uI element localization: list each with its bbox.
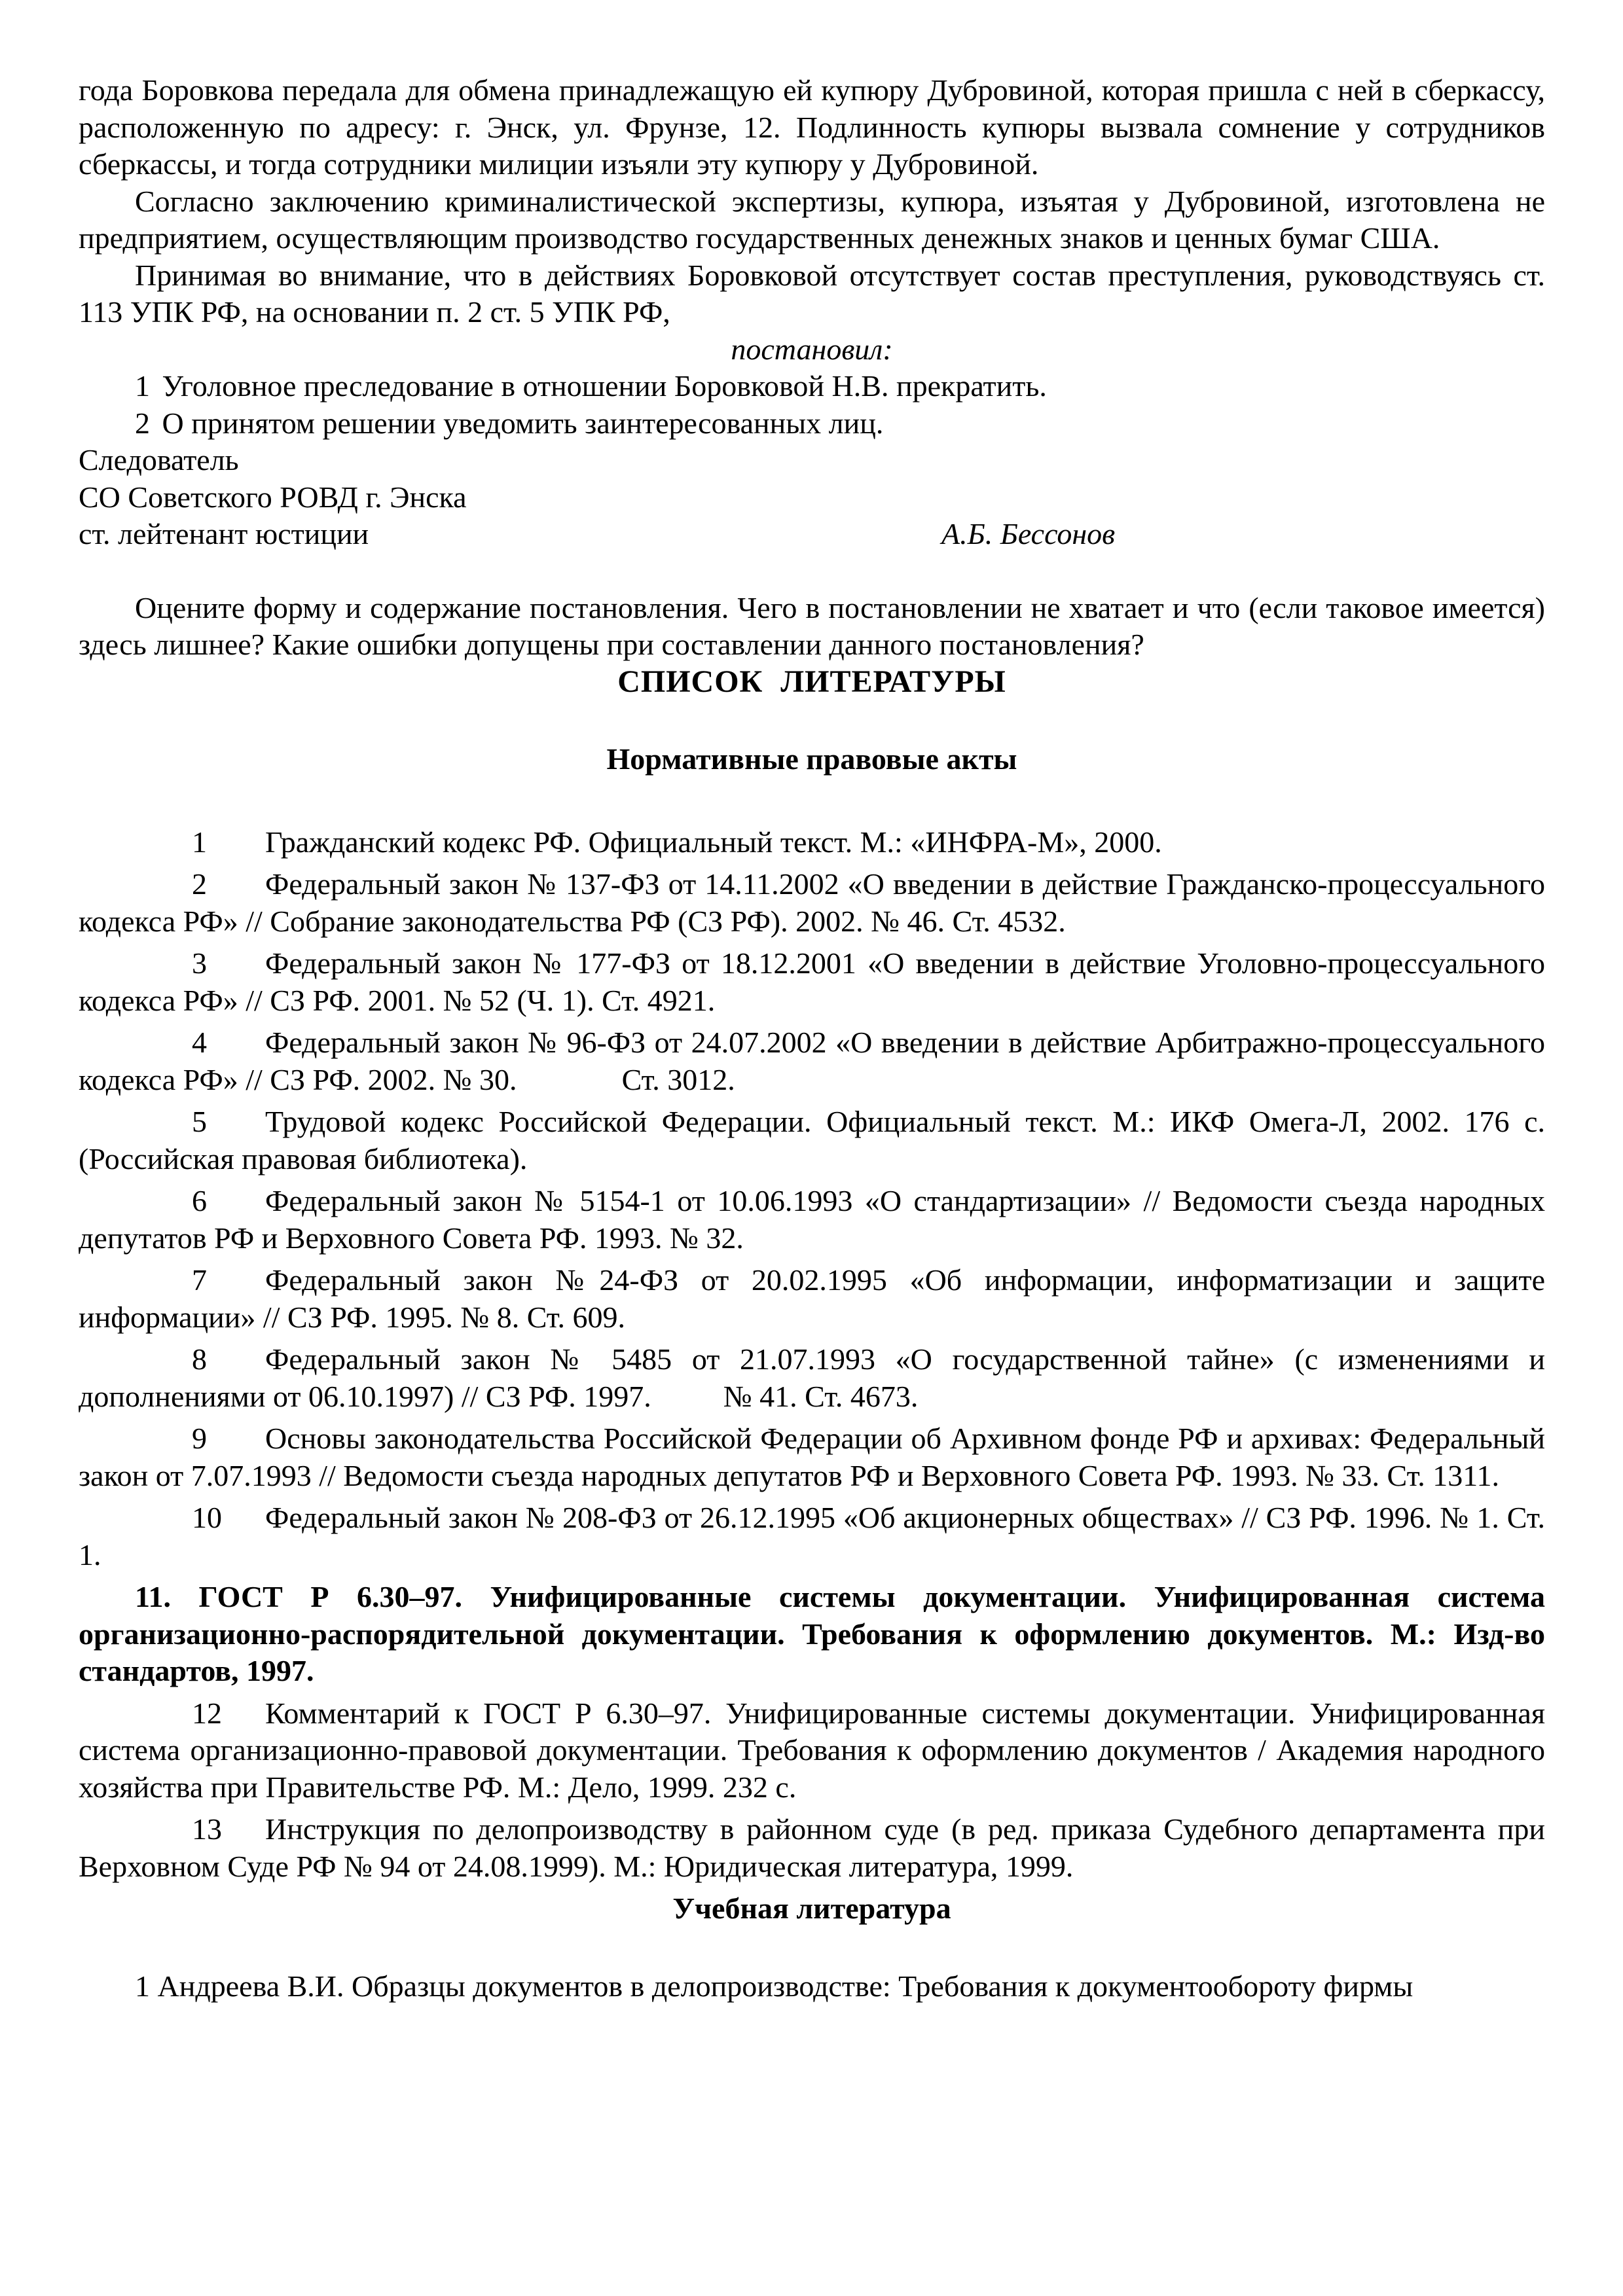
reference-item: [79, 1024, 1545, 1098]
decision-item-number: 1: [135, 369, 150, 403]
signature-department: СО Советского РОВД г. Энска: [79, 480, 467, 514]
reference-text: Федеральный закон № 96-ФЗ от 24.07.2002 «О введении в действие Арбитражно-процессуального кодекса РФ» // СЗ РФ. 2002. № 30.: [79, 1026, 1545, 1096]
decision-item-text: О принятом решении уведомить заинтересованных лиц.: [162, 406, 884, 440]
reference-text: Инструкция по делопроизводству в районном суде (в ред. приказа Судебного департамента при Верховном Суде РФ № 94 от 24.08.1999). М.: Юридическая литература, 1999.: [79, 1812, 1545, 1883]
reference-number: 1: [192, 825, 207, 859]
reference-item: [79, 1811, 1545, 1885]
reference-number: 8: [192, 1342, 207, 1376]
decision-item: [79, 368, 1545, 405]
decision-item: [79, 405, 1545, 442]
reference-number: 10: [192, 1501, 222, 1534]
signature-name: А.Б. Бессонов: [941, 517, 1116, 550]
edu-reference-item: [79, 1968, 1545, 2005]
reference-text: Федеральный закон № 208-ФЗ от 26.12.1995 «Об акционерных обществах» // СЗ РФ. 1996. № 1. Ст. 1.: [79, 1501, 1545, 1571]
reference-item: [79, 1420, 1545, 1494]
reference-item: [79, 1183, 1545, 1257]
bibliography-title: СПИСОК ЛИТЕРАТУРЫ: [617, 664, 1006, 699]
reference-item: [79, 824, 1545, 861]
reference-number: 6: [192, 1184, 207, 1217]
reference-number: 2: [192, 867, 207, 901]
intro-paragraph-3: Принимая во внимание, что в действиях Боровковой отсутствует состав преступления, руководствуясь ст. 113 УПК РФ, на основании п. 2 ст. 5 УПК РФ,: [79, 258, 1545, 329]
reference-text: Федеральный закон № 5485 от 21.07.1993 «О государственной тайне» (с изменениями и дополнениями от 06.10.1997) // СЗ РФ. 1997.: [79, 1342, 1545, 1413]
signature-rank: ст. лейтенант юстиции: [79, 517, 369, 550]
reference-text-tail: Ст. 3012.: [621, 1062, 735, 1096]
reference-text: Трудовой кодекс Российской Федерации. Официальный текст. М.: ИКФ Омега-Л, 2002. 176 с. (Российская правовая библиотека).: [79, 1105, 1545, 1175]
reference-item: [79, 1695, 1545, 1806]
reference-text: Федеральный закон № 177-ФЗ от 18.12.2001 «О введении в действие Уголовно-процессуального кодекса РФ» // СЗ РФ. 2001. № 52 (Ч. 1). Ст. 4921.: [79, 946, 1545, 1017]
section-heading-educational: Учебная литература: [672, 1892, 951, 1925]
intro-paragraph-1: года Боровкова передала для обмена принадлежащую ей купюру Дубровиной, которая пришла с ней в сберкассу, расположенную по адресу: г. Энск, ул. Фрунзе, 12. Подлинность купюры вызвала сомнение у сотрудников сберкассы, и тогда сотрудники милиции изъяли эту купюру у Дубровиной.: [79, 73, 1545, 181]
decision-item-text: Уголовное преследование в отношении Боровковой Н.В. прекратить.: [162, 369, 1047, 403]
edu-reference-text: Андреева В.И. Образцы документов в делопроизводстве: Требования к документообороту фирмы: [157, 1969, 1413, 2003]
reference-item: [79, 1103, 1545, 1177]
reference-number: 13: [192, 1812, 222, 1846]
section-heading-normative: Нормативные правовые акты: [606, 742, 1017, 776]
reference-text: Комментарий к ГОСТ Р 6.30–97. Унифицированные системы документации. Унифицированная система организационно-правовой документации. Требования к оформлению документов / Академия народного хозяйства при Правительстве РФ. М.: Дело, 1999. 232 с.: [79, 1696, 1545, 1804]
reference-text: Федеральный закон №24-ФЗ от 20.02.1995 «Об информации, информатизации и защите информации» // СЗ РФ. 1995. № 8. Ст. 609.: [79, 1263, 1545, 1334]
reference-item: [79, 1341, 1545, 1415]
reference-number: 9: [192, 1422, 207, 1455]
decree-word: постановил:: [731, 332, 893, 366]
reference-text: Основы законодательства Российской Федерации об Архивном фонде РФ и архивах: Федеральный закон от 7.07.1993 // Ведомости съезда народных депутатов РФ и Верховного Совета РФ. 1993. № 33. Ст. 1311.: [79, 1422, 1545, 1492]
decision-item-number: 2: [135, 406, 150, 440]
document-page: [79, 72, 1545, 2005]
task-question: Оцените форму и содержание постановления. Чего в постановлении не хватает и что (если таковое имеется) здесь лишнее? Какие ошибки допущены при составлении данного постановления?: [79, 590, 1545, 661]
reference-number: 12: [192, 1696, 222, 1730]
reference-text: Гражданский кодекс РФ. Официальный текст. М.: «ИНФРА-М», 2000.: [265, 825, 1162, 859]
reference-item-gost: 11. ГОСТ Р 6.30–97. Унифицированные системы документации. Унифицированная система организационно-распорядительной документации. Требования к оформлению документов. М.: Изд-во стандартов, 1997.: [79, 1580, 1545, 1687]
reference-text: Федеральный закон № 137-ФЗ от 14.11.2002 «О введении в действие Гражданско-процессуального кодекса РФ» // Собрание законодательства РФ (СЗ РФ). 2002. № 46. Ст. 4532.: [79, 867, 1545, 938]
reference-number: 4: [192, 1026, 207, 1059]
edu-reference-number: 1: [135, 1969, 150, 2003]
reference-number: 3: [192, 946, 207, 980]
reference-text: Федеральный закон № 5154-1 от 10.06.1993 «О стандартизации» // Ведомости съезда народных депутатов РФ и Верховного Совета РФ. 1993. № 32.: [79, 1184, 1545, 1255]
signature-block: [79, 516, 1545, 553]
reference-text-tail: № 41. Ст. 4673.: [723, 1379, 919, 1413]
reference-number: 5: [192, 1105, 207, 1138]
reference-item: [79, 866, 1545, 940]
signature-position: Следователь: [79, 443, 239, 476]
reference-item: [79, 945, 1545, 1019]
reference-item: [79, 1262, 1545, 1336]
reference-item: [79, 1499, 1545, 1573]
intro-paragraph-2: Согласно заключению криминалистической экспертизы, купюра, изъятая у Дубровиной, изготовлена не предприятием, осуществляющим производство государственных денежных знаков и ценных бумаг США.: [79, 184, 1545, 255]
reference-number: 7: [192, 1263, 207, 1297]
